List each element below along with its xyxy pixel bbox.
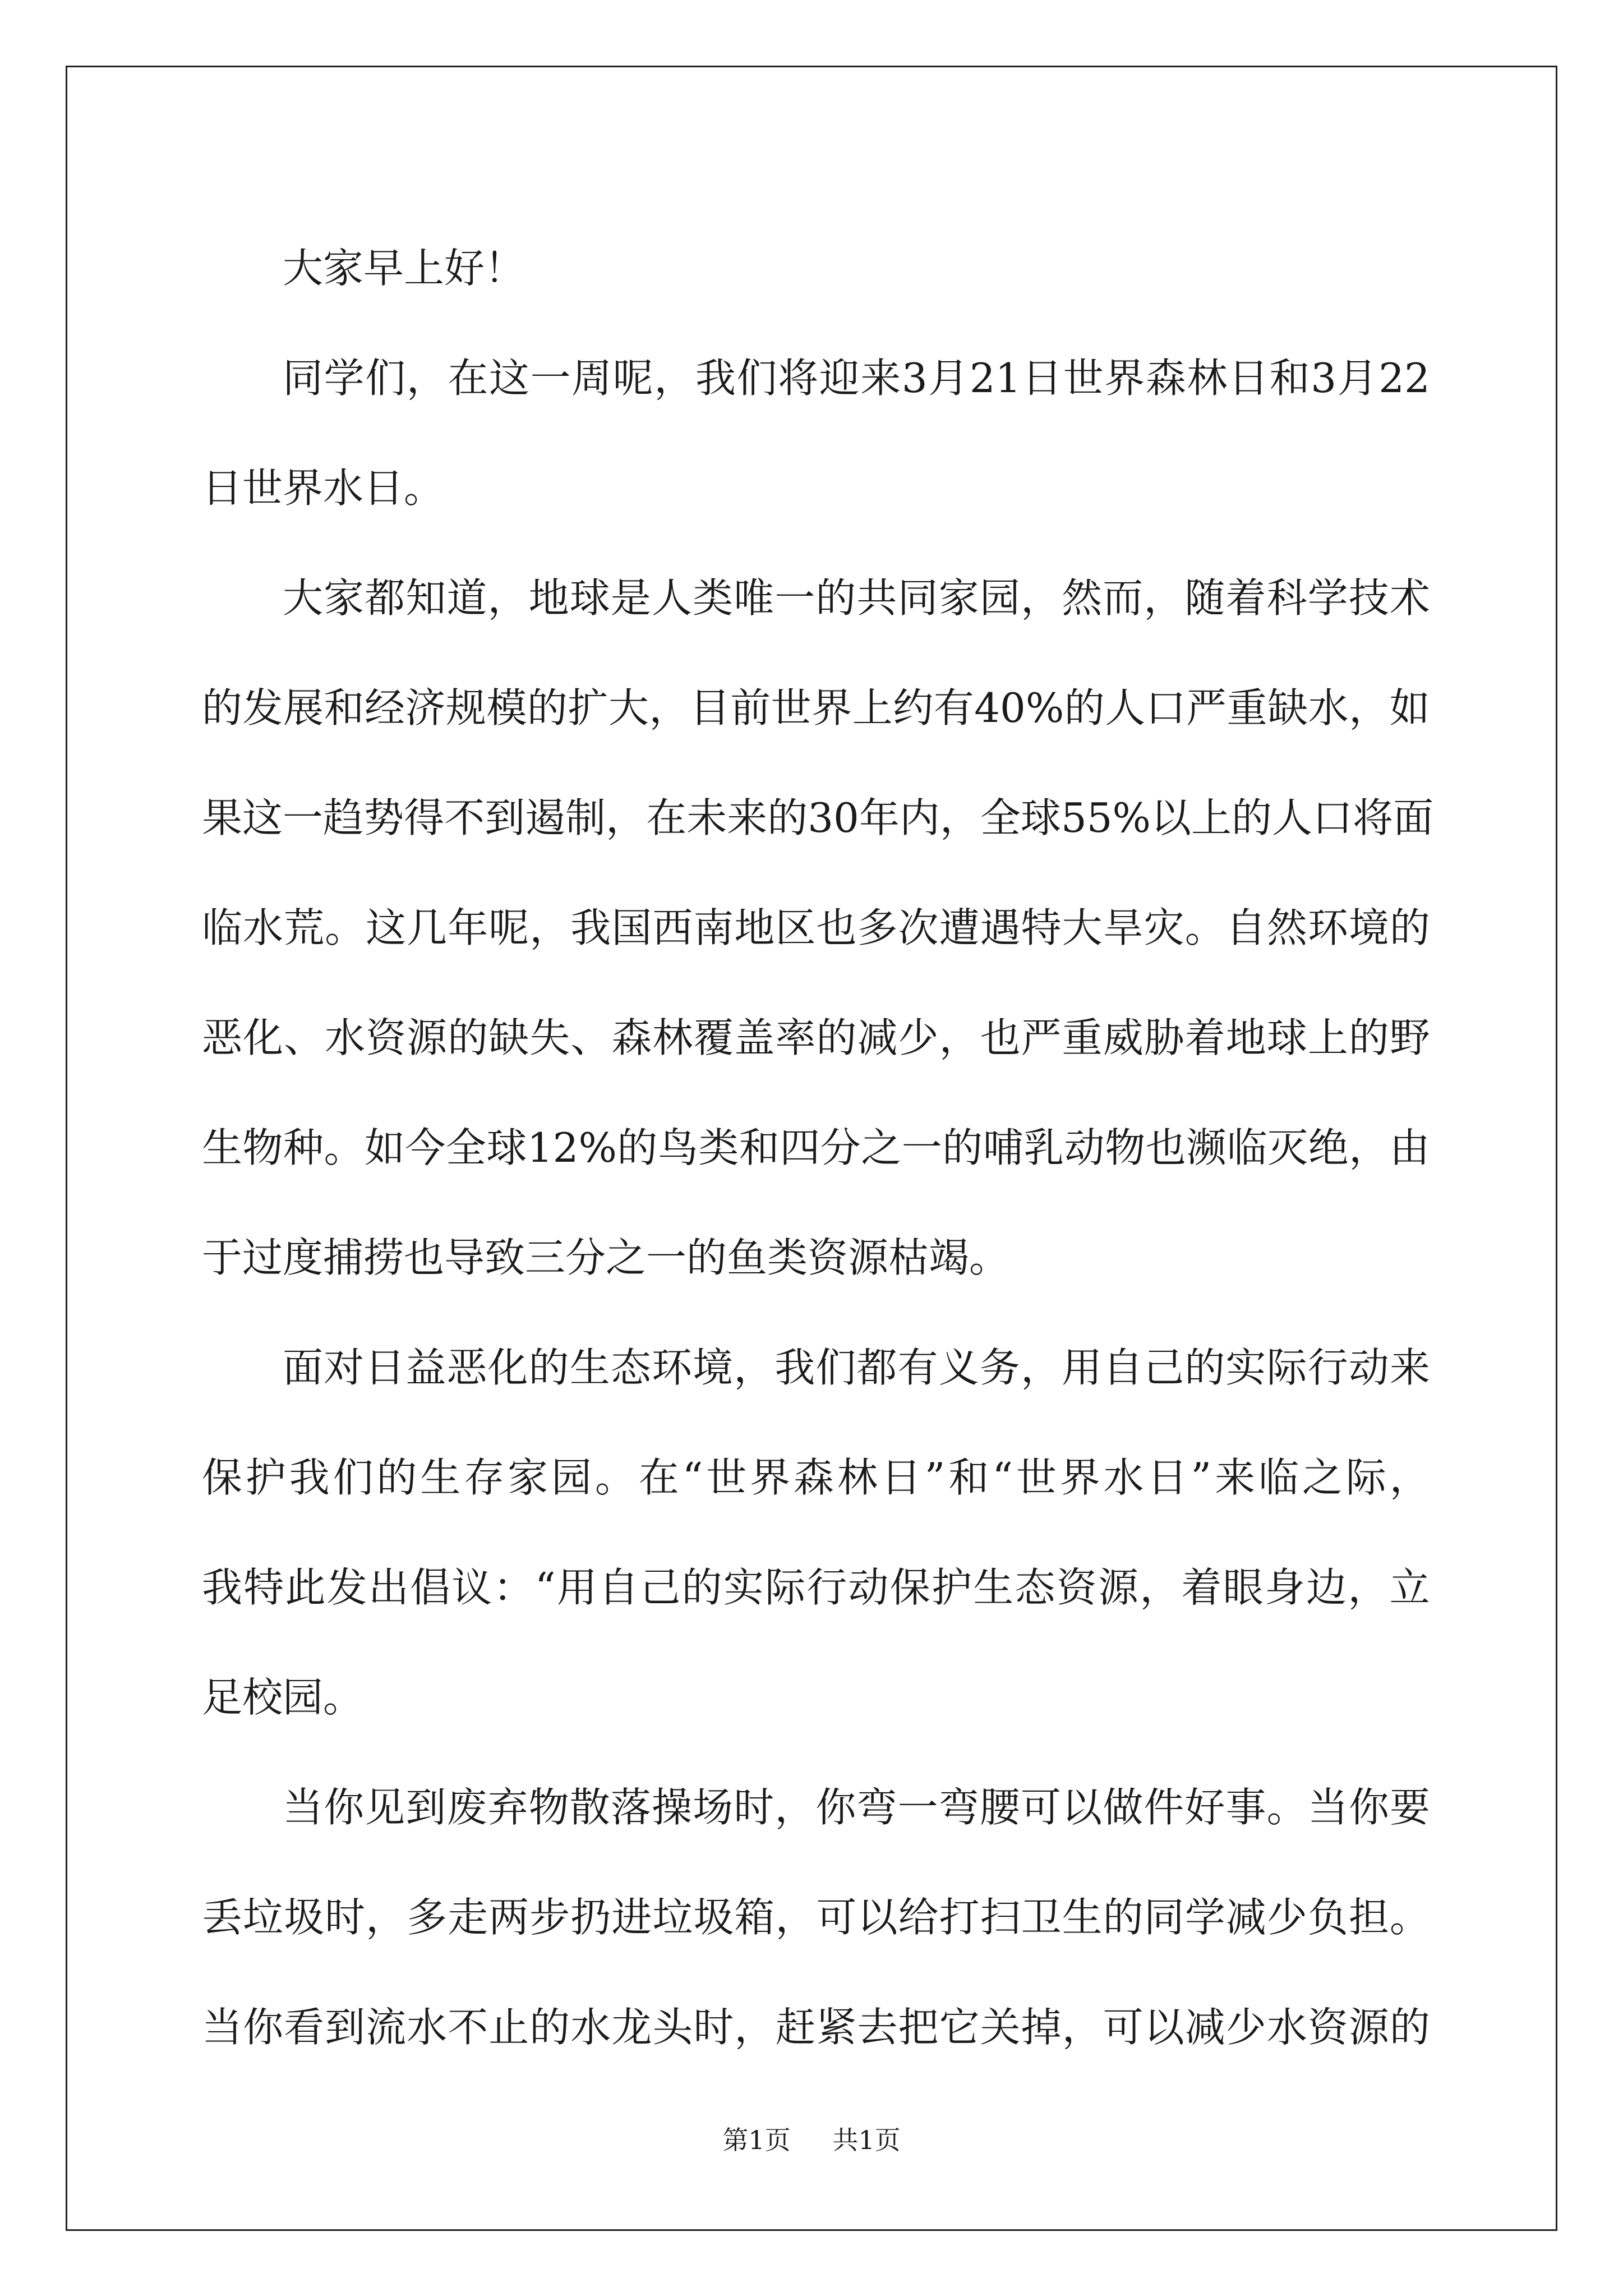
text-line: 大家早上好！	[283, 245, 525, 292]
page-total: 共1页	[832, 2125, 901, 2155]
document-body	[202, 213, 1434, 2082]
page-number: 第1页	[722, 2125, 791, 2155]
text-line: 面 对 日 益 恶 化 的 生 态 环 境 ， 我 们 都 有 义 务 ， 用 自 己 的 实 际 行 动 来	[283, 1344, 1430, 1391]
text-line: 日世界水日。	[202, 464, 445, 512]
text-line: 临 水 荒 。 这 几 年 呢 ， 我 国 西 南 地 区 也 多 次 遭 遇 特 大 旱 灾 。 自 然 环 境 的	[202, 904, 1430, 951]
text-line: 足校园。	[202, 1674, 364, 1721]
text-line: 于过度捕捞也导致三分之一的鱼类资源枯竭。	[202, 1234, 1010, 1281]
text-line: 当 你 看 到 流 水 不 止 的 水 龙 头 时 ， 赶 紧 去 把 它 关 掉 ， 可 以 减 少 水 资 源 的	[202, 2004, 1430, 2051]
text-line: 果 这 一 趋 势 得 不 到 遏 制 ， 在 未 来 的 30 年 内 ， 全 球 55% 以 上 的 人 口 将 面	[202, 794, 1434, 841]
text-line: 保 护 我 们 的 生 存 家 园 。 在 “ 世 界 森 林 日 ” 和 “ 世 界 水 日 ” 来 临 之 际 ，	[202, 1454, 1430, 1501]
page-footer	[0, 2123, 1623, 2157]
text-line: 我 特 此 发 出 倡 议 ： “ 用 自 己 的 实 际 行 动 保 护 生 态 资 源 ， 着 眼 身 边 ， 立	[202, 1564, 1430, 1611]
text-line: 的 发 展 和 经 济 规 模 的 扩 大 ， 目 前 世 界 上 约 有 40% 的 人 口 严 重 缺 水 ， 如	[202, 684, 1430, 731]
text-line: 丢 垃 圾 时 ， 多 走 两 步 扔 进 垃 圾 箱 ， 可 以 给 打 扫 卫 生 的 同 学 减 少 负 担 。	[202, 1894, 1430, 1941]
text-line: 大 家 都 知 道 ， 地 球 是 人 类 唯 一 的 共 同 家 园 ， 然 而 ， 随 着 科 学 技 术	[283, 574, 1430, 622]
text-line: 生 物 种 。 如 今 全 球 12% 的 鸟 类 和 四 分 之 一 的 哺 乳 动 物 也 濒 临 灭 绝 ， 由	[202, 1124, 1430, 1171]
text-line: 恶 化 、 水 资 源 的 缺 失 、 森 林 覆 盖 率 的 减 少 ， 也 严 重 威 胁 着 地 球 上 的 野	[202, 1014, 1430, 1061]
text-line: 当 你 见 到 废 弃 物 散 落 操 场 时 ， 你 弯 一 弯 腰 可 以 做 件 好 事 。 当 你 要	[283, 1784, 1430, 1831]
text-line: 同 学 们 ， 在 这 一 周 呢 ， 我 们 将 迎 来 3 月 21 日 世 界 森 林 日 和 3 月 22	[283, 355, 1430, 402]
